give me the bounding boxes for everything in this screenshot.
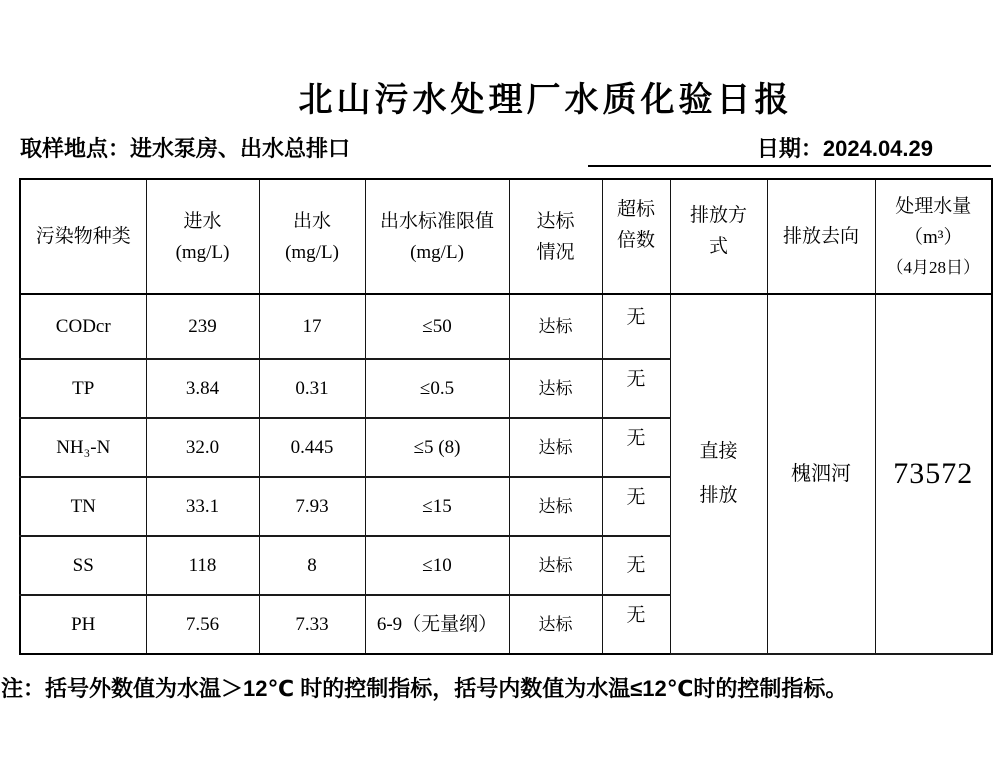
pollutant-cell: TN: [20, 477, 146, 536]
limit-value: ≤10: [365, 536, 509, 595]
table-row: [20, 294, 992, 359]
pollutant-cell: TP: [20, 359, 146, 418]
exceed-cell: 无: [602, 359, 670, 418]
limit-value: ≤50: [365, 294, 509, 359]
sampling-location: 取样地点：进水泵房、出水总排口: [20, 136, 351, 161]
subheader-row: [20, 136, 933, 162]
page-title: 北山污水处理厂水质化验日报: [298, 81, 793, 119]
destination-cell: 槐泗河: [767, 294, 875, 654]
header-row: [20, 179, 992, 294]
col-header-exceed: 超标 倍数: [602, 179, 670, 294]
compliance-cell: 达标: [509, 477, 602, 536]
pollutant-cell: PH: [20, 595, 146, 654]
limit-value: ≤15: [365, 477, 509, 536]
effluent-value: 8: [259, 536, 365, 595]
compliance-cell: 达标: [509, 294, 602, 359]
influent-value: 32.0: [146, 418, 259, 477]
effluent-value: 0.445: [259, 418, 365, 477]
exceed-cell: 无: [602, 418, 670, 477]
pollutant-cell: CODcr: [20, 294, 146, 359]
exceed-cell: 无: [602, 477, 670, 536]
compliance-cell: 达标: [509, 595, 602, 654]
footnote: 注：括号外数值为水温＞12℃ 时的控制指标，括号内数值为水温≤12℃时的控制指标。: [1, 676, 848, 701]
influent-value: 118: [146, 536, 259, 595]
compliance-cell: 达标: [509, 359, 602, 418]
discharge-mode-cell: 直接 排放: [670, 294, 767, 654]
col-header-influent: 进水 (mg/L): [146, 179, 259, 294]
col-header-volume: 处理水量 （m³） （4月28日）: [875, 179, 992, 294]
col-header-destination: 排放去向: [767, 179, 875, 294]
influent-value: 7.56: [146, 595, 259, 654]
col-header-discharge-mode: 排放方 式: [670, 179, 767, 294]
exceed-cell: 无: [602, 595, 670, 654]
exceed-cell: 无: [602, 294, 670, 359]
exceed-cell: 无: [602, 536, 670, 595]
report-date: 日期：2024.04.29: [756, 136, 933, 161]
pollutant-cell: SS: [20, 536, 146, 595]
influent-value: 239: [146, 294, 259, 359]
limit-value: ≤0.5: [365, 359, 509, 418]
effluent-value: 0.31: [259, 359, 365, 418]
col-header-effluent: 出水 (mg/L): [259, 179, 365, 294]
volume-cell: 73572: [875, 294, 992, 654]
scan-artifact-line: [588, 165, 991, 167]
water-quality-table: [19, 178, 993, 655]
effluent-value: 7.93: [259, 477, 365, 536]
limit-value: ≤5 (8): [365, 418, 509, 477]
col-header-compliance: 达标 情况: [509, 179, 602, 294]
influent-value: 3.84: [146, 359, 259, 418]
col-header-pollutant: 污染物种类: [20, 179, 146, 294]
compliance-cell: 达标: [509, 536, 602, 595]
effluent-value: 7.33: [259, 595, 365, 654]
compliance-cell: 达标: [509, 418, 602, 477]
effluent-value: 17: [259, 294, 365, 359]
pollutant-cell: NH₃-N: [20, 418, 146, 477]
limit-value: 6-9（无量纲）: [365, 595, 509, 654]
col-header-limit: 出水标准限值 (mg/L): [365, 179, 509, 294]
influent-value: 33.1: [146, 477, 259, 536]
